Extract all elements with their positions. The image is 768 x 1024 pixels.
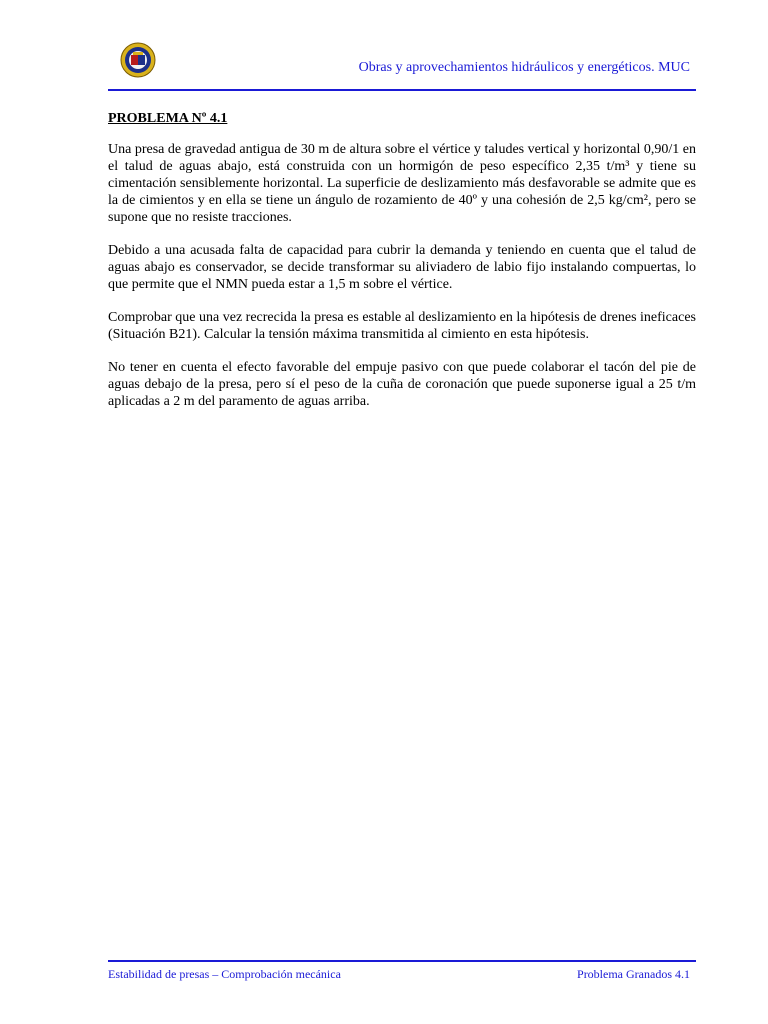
header-title: Obras y aprovechamientos hidráulicos y energéticos. MUC	[358, 60, 690, 75]
paragraph-4: No tener en cuenta el efecto favorable del empuje pasivo con que puede colaborar el tacón del pie de aguas debajo de la presa, pero sí el peso de la cuña de coronación que puede suponerse igual a 25 t/m aplicadas a 2 m del paramento de aguas arriba.	[108, 360, 696, 409]
footer-section-title: Estabilidad de presas – Comprobación mecánica	[108, 967, 341, 981]
paragraph-3: Comprobar que una vez recrecida la presa es estable al deslizamiento en la hipótesis de drenes ineficaces (Situación B21). Calcular la tensión máxima transmitida al cimiento en esta hipótesis.	[108, 310, 696, 342]
header-divider	[108, 89, 696, 91]
footer-divider	[108, 960, 696, 962]
paragraph-1: Una presa de gravedad antigua de 30 m de altura sobre el vértice y taludes vertical y horizontal 0,90/1 en el talud de aguas abajo, está construida con un hormigón de peso específico 2,35 t/m³ y tiene su cimentación sensiblemente horizontal. La superficie de deslizamiento más desfavorable se admite que es la de cimientos y en ella se tiene un ángulo de rozamiento de 40º y una cohesión de 2,5 kg/cm², pero se supone que no resiste tracciones.	[108, 142, 696, 225]
problem-statement	[108, 110, 696, 426]
footer-problem-reference: Problema Granados 4.1	[577, 967, 690, 981]
university-seal-icon	[120, 42, 156, 78]
problem-title: PROBLEMA Nº 4.1	[108, 111, 228, 126]
page-footer	[108, 960, 696, 990]
page-header	[108, 40, 696, 92]
paragraph-2: Debido a una acusada falta de capacidad para cubrir la demanda y teniendo en cuenta que el talud de aguas abajo es conservador, se decide transformar su aliviadero de labio fijo instalando compuertas, lo que permite que el NMN pueda estar a 1,5 m sobre el vértice.	[108, 243, 696, 292]
